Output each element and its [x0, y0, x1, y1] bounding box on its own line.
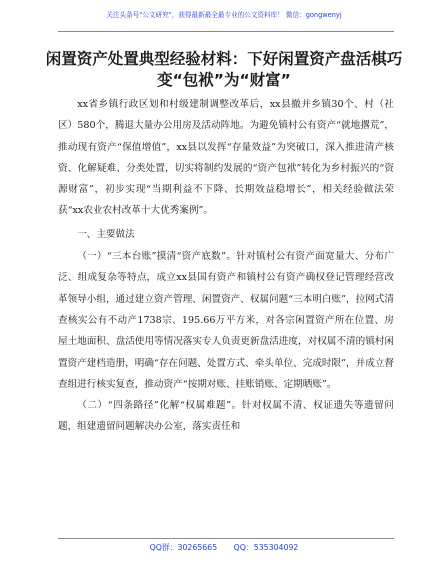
- header-divider: [58, 31, 394, 32]
- footer-qq: QQ：535304092: [233, 543, 299, 552]
- body-paragraph: （一）“三本台账”摸清“资产底数”。针对镇村公有资产面宽量大、分布广泛、组成复杂等特点，成立xx县国有资产和镇村公有资产确权登记管理经营改革领导小组，通过建立资产管理、闲置资产、权属问题“三本明白账”，拉网式清查核实公有不动产1738宗、195.66万平方米，对各宗闲置资产所在位置、房屋土地面积、盘活使用等情况落实专人负责更新盘活进度，对权属不清的镇村闲置资产建档造册，明确“存在问题、处置方式、牵头单位、完成时限”，并成立督查组进行核实复查，推动资产“按期对账、挂账销账、定期晒账”。: [58, 251, 394, 390]
- footer-contact: [0, 541, 448, 555]
- document-body: [58, 94, 394, 438]
- section-heading: 一、主要做法: [77, 228, 135, 240]
- body-paragraph: （二）“四条路径”化解“权属难题”。针对权属不清、权证遗失等遗留问题，组建遗留问题解决办公室，落实责任和: [58, 400, 394, 433]
- footer-divider: [58, 538, 394, 539]
- top-promo-banner: 关注头条号"公文研究"，获得最新最全最专业的公文资料库！ 微信：gongwenyj: [106, 11, 342, 19]
- footer-qq-group: QQ群：30265665: [149, 543, 218, 552]
- document-title: 闲置资产处置典型经验材料：下好闲置资产盘活棋巧变“包袱”为“财富”: [45, 50, 403, 89]
- intro-paragraph: xx省乡镇行政区划和村级建制调整改革后，xx县撤并乡镇30个、村（社区）580个，腾退大量办公用房及活动阵地。为避免镇村公有资产“就地撂荒”，推动现有资产“保值增值”，xx县以发挥“存量效益”为突破口，深入推进清产核资、化解疑难、分类处置，切实将制约发展的“资产包袱”转化为乡村振兴的“资源财富”，初步实现“当期利益不下降、长期效益稳增长”，相关经验做法荣获“xx农业农村改革十大优秀案例”。: [58, 99, 394, 217]
